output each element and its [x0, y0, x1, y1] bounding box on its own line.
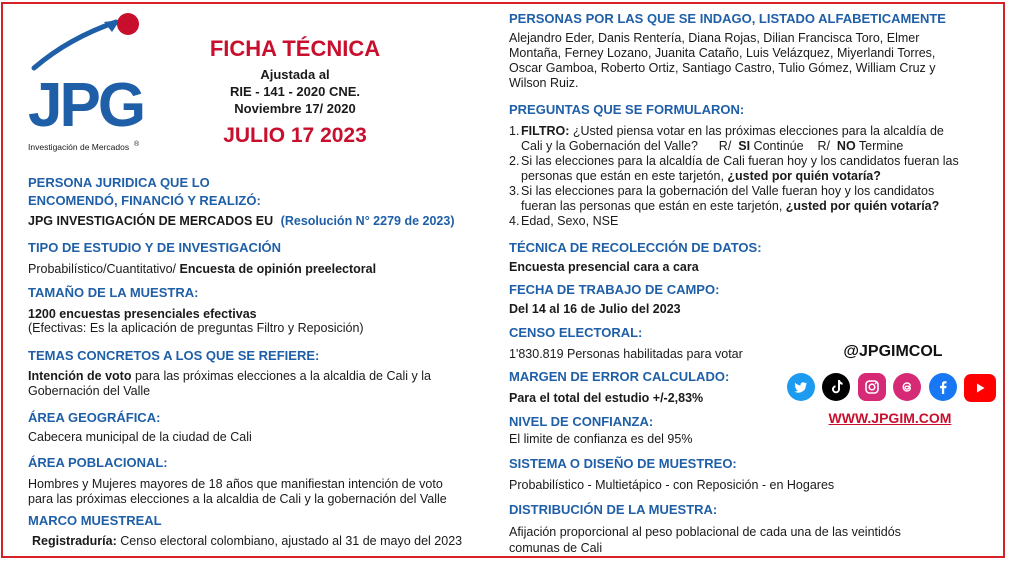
question-3 — [509, 184, 999, 214]
page-title: FICHA TÉCNICA — [209, 36, 381, 61]
heading-sample-size: TAMAÑO DE LA MUESTRA: — [28, 285, 199, 300]
sponsor-name: JPG INVESTIGACIÓN DE MERCADOS EU — [28, 214, 274, 228]
candidates-line-1: Alejandro Eder, Danis Rentería, Diana Rojas, Dilian Francisca Toro, Elmer — [509, 31, 920, 45]
question-1-end: Termine — [855, 139, 904, 153]
adjusted-line-3: Noviembre 17/ 2020 — [234, 101, 356, 116]
heading-study-type: TIPO DE ESTUDIO Y DE INVESTIGACIÓN — [28, 240, 282, 255]
error-margin-text: Para el total del estudio +/-2,83% — [509, 391, 704, 405]
question-1-yes: SI — [738, 139, 751, 153]
heading-fieldwork-date: FECHA DE TRABAJO DE CAMPO: — [509, 282, 720, 297]
study-type-text — [28, 262, 376, 277]
topics-rest: para las próximas elecciones a la alcaldia de Cali y la — [131, 369, 431, 383]
question-2 — [509, 154, 999, 184]
candidates-list — [509, 31, 936, 91]
question-1-no: NO — [836, 139, 856, 153]
question-4 — [509, 214, 999, 229]
candidates-line-4: Wilson Ruiz. — [509, 76, 579, 90]
heading-sponsor-1: PERSONA JURIDICA QUE LO — [28, 175, 210, 190]
website-link[interactable]: WWW.JPGIM.COM — [828, 410, 952, 426]
youtube-icon[interactable] — [964, 374, 996, 402]
questions-list — [509, 124, 999, 229]
question-1-text: ¿Usted piensa votar en las próximas elecciones para la alcaldía de — [569, 124, 944, 138]
question-3-line-1: Si las elecciones para la gobernación del Valle fueran hoy y los candidatos — [521, 184, 935, 198]
svg-text:JPG: JPG — [28, 71, 144, 140]
question-1 — [509, 124, 999, 154]
sample-size-text: 1200 encuestas presenciales efectivas — [28, 307, 257, 321]
question-2-line-1: Si las elecciones para la alcaldía de Cali fueran hoy y los candidatos fueran las — [521, 154, 959, 168]
heading-sponsor-2: ENCOMENDÓ, FINANCIÓ Y REALIZÓ: — [28, 193, 261, 208]
question-1-text-2: Cali y la Gobernación del Valle? R/ — [521, 139, 739, 153]
sample-distribution-line-2: comunas de Cali — [509, 541, 603, 555]
question-1-filter: FILTRO: — [521, 124, 570, 138]
study-type-method: Probabilístico/Cuantitativo/ — [28, 262, 176, 276]
heading-candidates: PERSONAS POR LAS QUE SE INDAGO, LISTADO ALFABETICAMENTE — [509, 11, 946, 26]
question-3-ask: ¿usted por quién votaría? — [785, 199, 940, 213]
sample-size-note: (Efectivas: Es la aplicación de preguntas Filtro y Reposición) — [28, 321, 364, 335]
population-line-1: Hombres y Mujeres mayores de 18 años que manifiestan intención de voto — [28, 477, 443, 491]
svg-text:®: ® — [134, 141, 140, 148]
geo-area-text: Cabecera municipal de la ciudad de Cali — [28, 430, 252, 444]
heading-collection-technique: TÉCNICA DE RECOLECCIÓN DE DATOS: — [509, 240, 762, 255]
heading-sampling-design: SISTEMA O DISEÑO DE MUESTREO: — [509, 456, 737, 471]
topics-line-1 — [28, 369, 431, 384]
heading-geo-area: ÁREA GEOGRÁFICA: — [28, 410, 161, 425]
sample-frame-text — [32, 534, 462, 549]
sampling-design-text: Probabilístico - Multietápico - con Reposición - en Hogares — [509, 478, 835, 492]
adjusted-line-1: Ajustada al — [260, 67, 330, 82]
question-4-text: Edad, Sexo, NSE — [521, 214, 619, 228]
topics-vote-intention: Intención de voto — [28, 369, 132, 383]
heading-population: ÁREA POBLACIONAL: — [28, 455, 168, 470]
heading-sample-frame: MARCO MUESTREAL — [28, 513, 162, 528]
population-line-2: para las próximas elecciones a la alcaldia de Cali y la gobernación del Valle — [28, 492, 447, 506]
question-1-continue: Continúe R/ — [750, 139, 837, 153]
social-handle: @JPGIMCOL — [843, 343, 943, 360]
question-2-line-2: personas que están en este tarjetón, — [521, 169, 728, 183]
heading-topics: TEMAS CONCRETOS A LOS QUE SE REFIERE: — [28, 348, 320, 363]
question-4-number: 4. — [509, 214, 520, 228]
adjusted-note — [200, 66, 390, 117]
question-2-number: 2. — [509, 154, 520, 168]
jpg-logo — [24, 8, 154, 158]
sample-frame-census: Censo electoral colombiano, ajustado al 31 de mayo del 2023 — [116, 534, 463, 548]
question-1-number: 1. — [509, 124, 520, 138]
threads-icon[interactable] — [893, 373, 921, 401]
candidates-line-2: Montaña, Ferney Lozano, Juanita Cataño, Luis Velázquez, Miyerlandi Torres, — [509, 46, 936, 60]
confidence-text: El limite de confianza es del 95% — [509, 432, 693, 446]
heading-confidence: NIVEL DE CONFIANZA: — [509, 414, 654, 429]
fieldwork-date-text: Del 14 al 16 de Julio del 2023 — [509, 302, 681, 316]
report-date: JULIO 17 2023 — [223, 124, 367, 147]
sample-frame-registry: Registraduría: — [32, 534, 117, 548]
collection-technique-text: Encuesta presencial cara a cara — [509, 260, 699, 274]
heading-questions: PREGUNTAS QUE SE FORMULARON: — [509, 102, 745, 117]
study-type-survey: Encuesta de opinión preelectoral — [179, 262, 377, 276]
question-2-ask: ¿usted por quién votaría? — [727, 169, 881, 183]
sponsor-text — [28, 214, 455, 229]
tiktok-icon[interactable] — [822, 373, 850, 401]
social-icons — [787, 373, 999, 402]
heading-sample-distribution: DISTRIBUCIÓN DE LA MUESTRA: — [509, 502, 718, 517]
twitter-icon[interactable] — [787, 373, 815, 401]
question-3-number: 3. — [509, 184, 520, 198]
sponsor-resolution: (Resolución N° 2279 de 2023) — [280, 214, 455, 228]
adjusted-line-2: RIE - 141 - 2020 CNE. — [229, 84, 361, 99]
topics-line-2: Gobernación del Valle — [28, 384, 151, 398]
svg-text:Investigación de Mercados: Investigación de Mercados — [28, 142, 130, 152]
facebook-icon[interactable] — [929, 373, 957, 401]
instagram-icon[interactable] — [858, 373, 886, 401]
heading-error-margin: MARGEN DE ERROR CALCULADO: — [509, 369, 730, 384]
candidates-line-3: Oscar Gamboa, Roberto Ortiz, Santiago Castro, Tulio Gómez, William Cruz y — [509, 61, 936, 75]
heading-electoral-census: CENSO ELECTORAL: — [509, 325, 643, 340]
electoral-census-text: 1'830.819 Personas habilitadas para votar — [509, 347, 743, 361]
sample-distribution-line-1: Afijación proporcional al peso poblacional de cada una de las veintidós — [509, 525, 901, 539]
question-3-line-2: fueran las personas que están en este tarjetón, — [521, 199, 786, 213]
